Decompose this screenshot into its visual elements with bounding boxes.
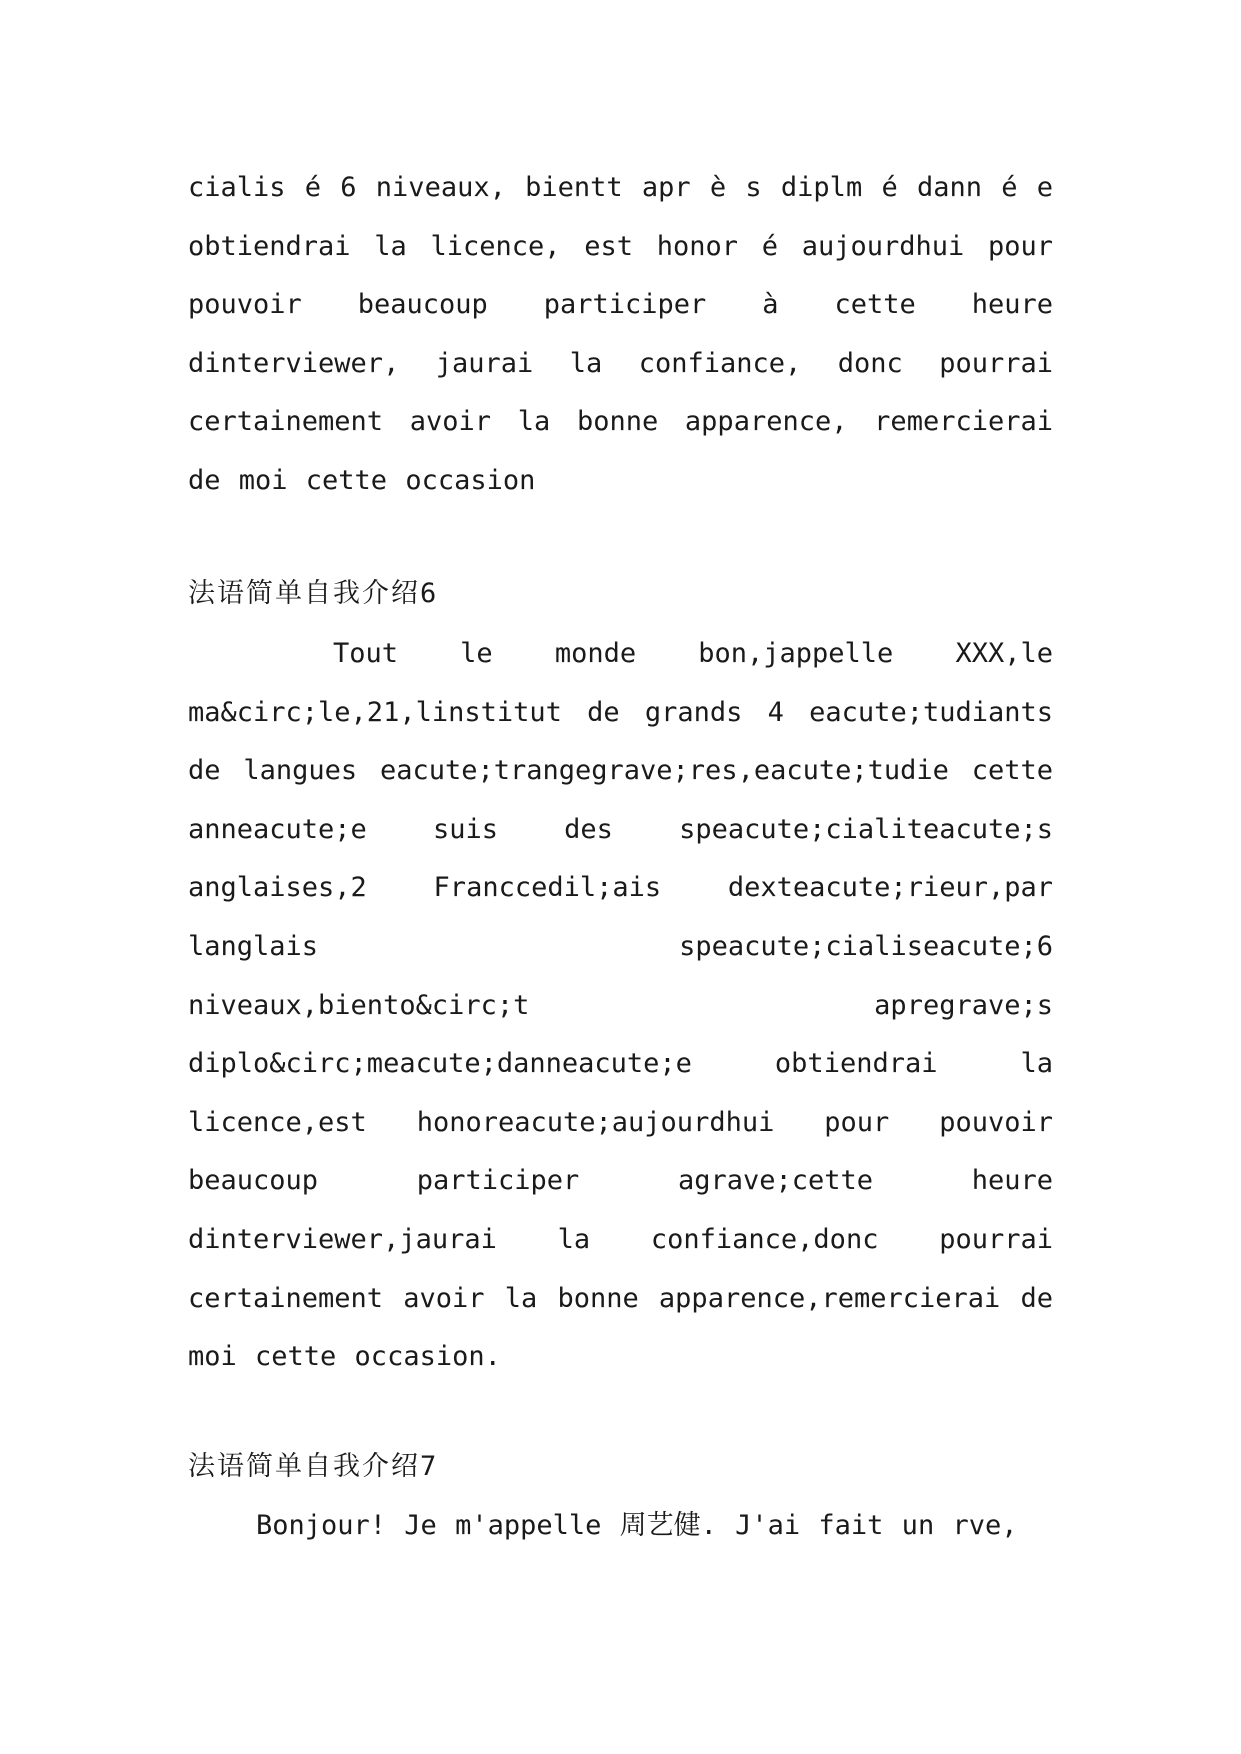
- body-paragraph: Bonjour! Je m'appelle 周艺健. J'ai fait un rve,: [256, 1510, 1018, 1541]
- body-paragraph: cialis é 6 niveaux, bientt apr è s diplm é dann é e obtiendrai la licence, est honor é aujourdhui pour pouvoir beaucoup participer à cette heure dinterviewer, jaurai la confiance, donc pourrai certainement avoir la bonne apparence, remercierai de moi cette occasion: [188, 172, 1053, 496]
- section-heading: 法语简单自我介绍6: [188, 578, 439, 609]
- body-paragraph: Tout le monde bon,jappelle XXX,le ma&circ;le,21,linstitut de grands 4 eacute;tudiants de langues eacute;trangegrave;res,eacute;tudie cette anneacute;e suis des speacute;cialiteacute;s anglaises,2 Franccedil;ais dexteacute;rieur,par langlais speacute;cialiseacute;6 niveaux,biento&circ;t apregrave;s diplo&circ;meacute;danneacute;e obtiendrai la licence,est honoreacute;aujourdhui pour pouvoir beaucoup participer agrave;cette heure dinterviewer,jaurai la confiance,donc pourrai certainement avoir la bonne apparence,remercierai de moi cette occasion.: [188, 638, 1053, 1373]
- section-heading: 法语简单自我介绍7: [188, 1451, 439, 1482]
